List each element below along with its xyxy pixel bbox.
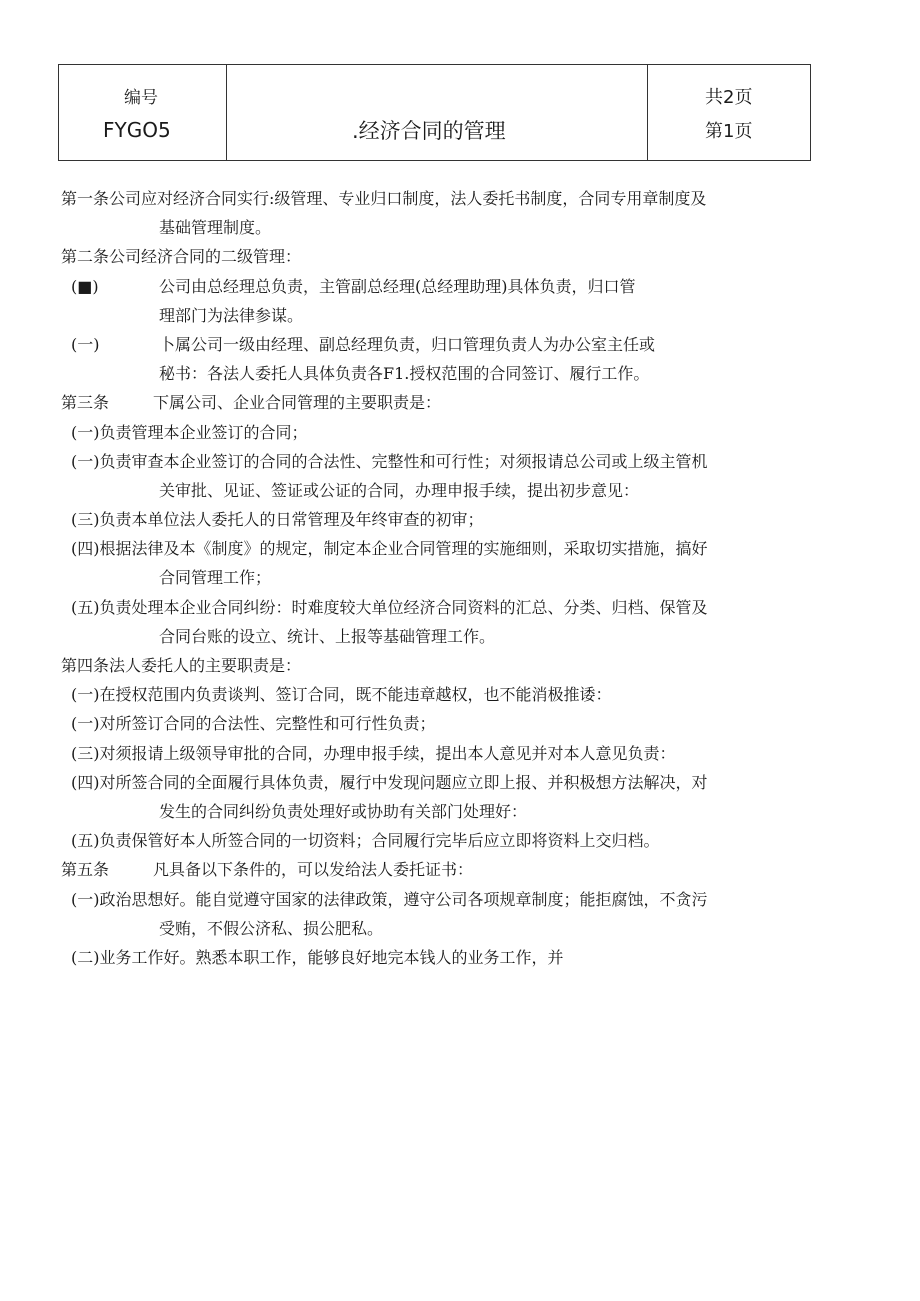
code-value: FYGO5 bbox=[103, 118, 171, 142]
title-cell bbox=[227, 65, 648, 160]
item-marker: (■) bbox=[71, 276, 99, 296]
page-current: 第1页 bbox=[705, 121, 753, 142]
article-text: 凡具备以下条件的，可以发给法人委托证书： bbox=[153, 860, 474, 880]
article-line bbox=[61, 330, 821, 359]
article-line bbox=[61, 388, 821, 417]
page-total: 共2页 bbox=[705, 87, 753, 108]
article-line: (三)负责本单位法人委托人的日常管理及年终审查的初审； bbox=[71, 510, 484, 530]
article-marker: 第五条 bbox=[61, 860, 110, 880]
item-text: 卜属公司一级由经理、副总经理负责，归口管理负责人为办公室主任或 bbox=[159, 334, 656, 354]
document-title: .经济合同的管理 bbox=[352, 119, 506, 143]
article-line: 基础管理制度。 bbox=[159, 218, 272, 238]
code-cell bbox=[59, 65, 227, 160]
item-marker: (一) bbox=[71, 334, 100, 354]
item-text: 公司由总经理总负责，主管副总经理(总经理助理)具体负责，归口管 bbox=[159, 276, 636, 296]
article-line: (四)对所签合同的全面履行具体负责，履行中发现问题应立即上报、并积极想方法解决，对 bbox=[71, 772, 708, 792]
article-line: 关审批、见证、签证或公证的合同，办理申报手续，提出初步意见： bbox=[159, 480, 640, 500]
article-line: (三)对须报请上级领导审批的合同，办理申报手续，提出本人意见并对本人意见负责： bbox=[71, 743, 676, 763]
article-text: 下属公司、企业合同管理的主要职责是： bbox=[153, 393, 442, 413]
article-line: 合同台账的设立、统计、上报等基础管理工作。 bbox=[159, 626, 496, 646]
code-label: 编号 bbox=[124, 88, 158, 108]
article-line: (五)负责处理本企业合同纠纷：时难度较大单位经济合同资料的汇总、分类、归档、保管及 bbox=[71, 597, 708, 617]
article-line: 第四条法人委托人的主要职责是： bbox=[61, 656, 302, 675]
article-line: 合同管理工作； bbox=[159, 568, 272, 588]
header-table bbox=[58, 64, 811, 161]
article-line: (一)负责审查本企业签订的合同的合法性、完整性和可行性；对须报请总公司或上级主管机 bbox=[71, 451, 708, 471]
article-line bbox=[61, 272, 821, 301]
article-line: 发生的合同纠纷负责处理好或协助有关部门处理好： bbox=[159, 801, 528, 821]
article-line: (一)在授权范围内负责谈判、签订合同，既不能违章越权，也不能消极推诿： bbox=[71, 685, 612, 705]
article-line: (一)对所签订合同的合法性、完整性和可行性负责； bbox=[71, 714, 436, 734]
article-line: 第二条公司经济合同的二级管理： bbox=[61, 247, 302, 267]
article-line bbox=[61, 855, 821, 884]
article-line: 秘书：各法人委托人具体负责各F1.授权范围的合同签订、履行工作。 bbox=[159, 364, 650, 384]
article-line: (五)负责保管好本人所签合同的一切资料；合同履行完毕后应立即将资料上交归档。 bbox=[71, 831, 660, 851]
article-marker: 第三条 bbox=[61, 393, 110, 413]
article-line: 理部门为法律参谋。 bbox=[159, 305, 304, 325]
document-body bbox=[61, 184, 821, 972]
article-line: 第一条公司应对经济合同实行:级管理、专业归口制度，法人委托书制度，合同专用章制度及 bbox=[61, 189, 707, 208]
article-line: (四)根据法律及本《制度》的规定，制定本企业合同管理的实施细则，采取切实措施，搞好 bbox=[71, 539, 708, 559]
article-line: (一)负责管理本企业签订的合同； bbox=[71, 422, 308, 442]
article-line: (一)政治思想好。能自觉遵守国家的法律政策，遵守公司各项规章制度；能拒腐蚀，不贪污 bbox=[71, 889, 708, 909]
article-line: (二)业务工作好。熟悉本职工作，能够良好地完本钱人的业务工作，并 bbox=[71, 947, 564, 967]
article-line: 受贿，不假公济私、损公肥私。 bbox=[159, 918, 384, 938]
page-cell bbox=[648, 65, 810, 160]
